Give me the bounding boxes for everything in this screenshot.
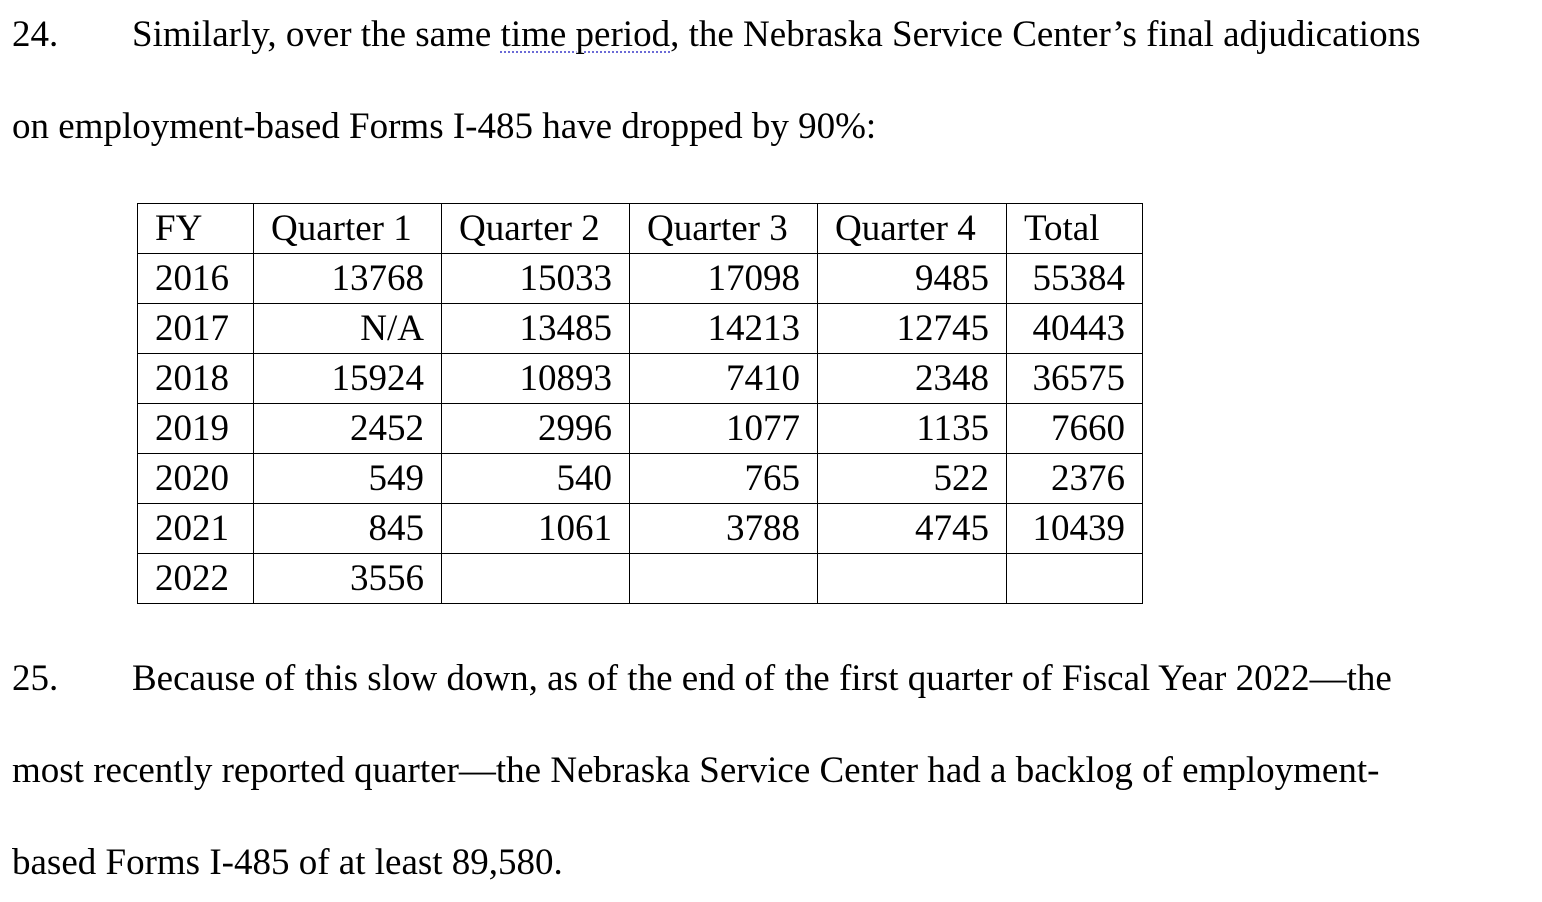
- table-cell: 2348: [818, 354, 1007, 404]
- table-cell: [442, 554, 630, 604]
- table-cell: 4745: [818, 504, 1007, 554]
- table-row: [138, 454, 1143, 504]
- table-cell: 10439: [1007, 504, 1143, 554]
- underlined-phrase: time period: [500, 14, 671, 55]
- table-cell: 13485: [442, 304, 630, 354]
- paragraph-text: Similarly, over the same: [132, 14, 501, 55]
- table-cell: [630, 554, 818, 604]
- table-row: [138, 554, 1143, 604]
- adjudications-table: [137, 203, 1143, 604]
- table-cell: 2376: [1007, 454, 1143, 504]
- table-row: [138, 254, 1143, 304]
- paragraph-text: , the Nebraska Service Center’s final adjudications: [670, 14, 1421, 55]
- table-row: [138, 504, 1143, 554]
- fiscal-year-cell: 2016: [138, 254, 254, 304]
- table-cell: 1061: [442, 504, 630, 554]
- table-cell: 15033: [442, 254, 630, 304]
- table-row: [138, 304, 1143, 354]
- table-cell: 2996: [442, 404, 630, 454]
- paragraph-25-line-1: [12, 657, 1392, 701]
- table-cell: 7410: [630, 354, 818, 404]
- table-cell: 12745: [818, 304, 1007, 354]
- table-cell: 3788: [630, 504, 818, 554]
- table-cell: 14213: [630, 304, 818, 354]
- fiscal-year-cell: 2021: [138, 504, 254, 554]
- table-cell: 9485: [818, 254, 1007, 304]
- header-cell-quarter-3: Quarter 3: [630, 204, 818, 254]
- paragraph-24-line-1: [12, 13, 1420, 57]
- table-cell: 765: [630, 454, 818, 504]
- table-header-row: [138, 204, 1143, 254]
- table-cell: 845: [254, 504, 442, 554]
- table-cell: 7660: [1007, 404, 1143, 454]
- paragraph-text: Because of this slow down, as of the end of the first quarter of Fiscal Year 2022—the: [132, 658, 1392, 699]
- paragraph-25-line-3: based Forms I-485 of at least 89,580.: [12, 842, 563, 883]
- header-cell-quarter-4: Quarter 4: [818, 204, 1007, 254]
- table-cell: [1007, 554, 1143, 604]
- header-cell-total: Total: [1007, 204, 1143, 254]
- table-cell: N/A: [254, 304, 442, 354]
- table-cell: 3556: [254, 554, 442, 604]
- paragraph-25-line-2: most recently reported quarter—the Nebraska Service Center had a backlog of employment-: [12, 750, 1380, 791]
- header-cell-quarter-1: Quarter 1: [254, 204, 442, 254]
- table-cell: [818, 554, 1007, 604]
- table-row: [138, 404, 1143, 454]
- table-cell: 540: [442, 454, 630, 504]
- table-cell: 13768: [254, 254, 442, 304]
- fiscal-year-cell: 2022: [138, 554, 254, 604]
- paragraph-number: 25.: [12, 658, 59, 699]
- table-row: [138, 354, 1143, 404]
- fiscal-year-cell: 2018: [138, 354, 254, 404]
- table-cell: 40443: [1007, 304, 1143, 354]
- table-cell: 1135: [818, 404, 1007, 454]
- table-cell: 15924: [254, 354, 442, 404]
- header-cell-quarter-2: Quarter 2: [442, 204, 630, 254]
- table-cell: 10893: [442, 354, 630, 404]
- table-cell: 1077: [630, 404, 818, 454]
- paragraph-24-line-2: on employment-based Forms I-485 have dropped by 90%:: [12, 106, 877, 147]
- table-cell: 549: [254, 454, 442, 504]
- fiscal-year-cell: 2020: [138, 454, 254, 504]
- paragraph-number: 24.: [12, 14, 59, 55]
- table-cell: 522: [818, 454, 1007, 504]
- table-cell: 2452: [254, 404, 442, 454]
- table-cell: 55384: [1007, 254, 1143, 304]
- header-cell-fy: FY: [138, 204, 254, 254]
- fiscal-year-cell: 2019: [138, 404, 254, 454]
- adjudications-table-container: [137, 203, 1143, 604]
- table-cell: 17098: [630, 254, 818, 304]
- fiscal-year-cell: 2017: [138, 304, 254, 354]
- table-cell: 36575: [1007, 354, 1143, 404]
